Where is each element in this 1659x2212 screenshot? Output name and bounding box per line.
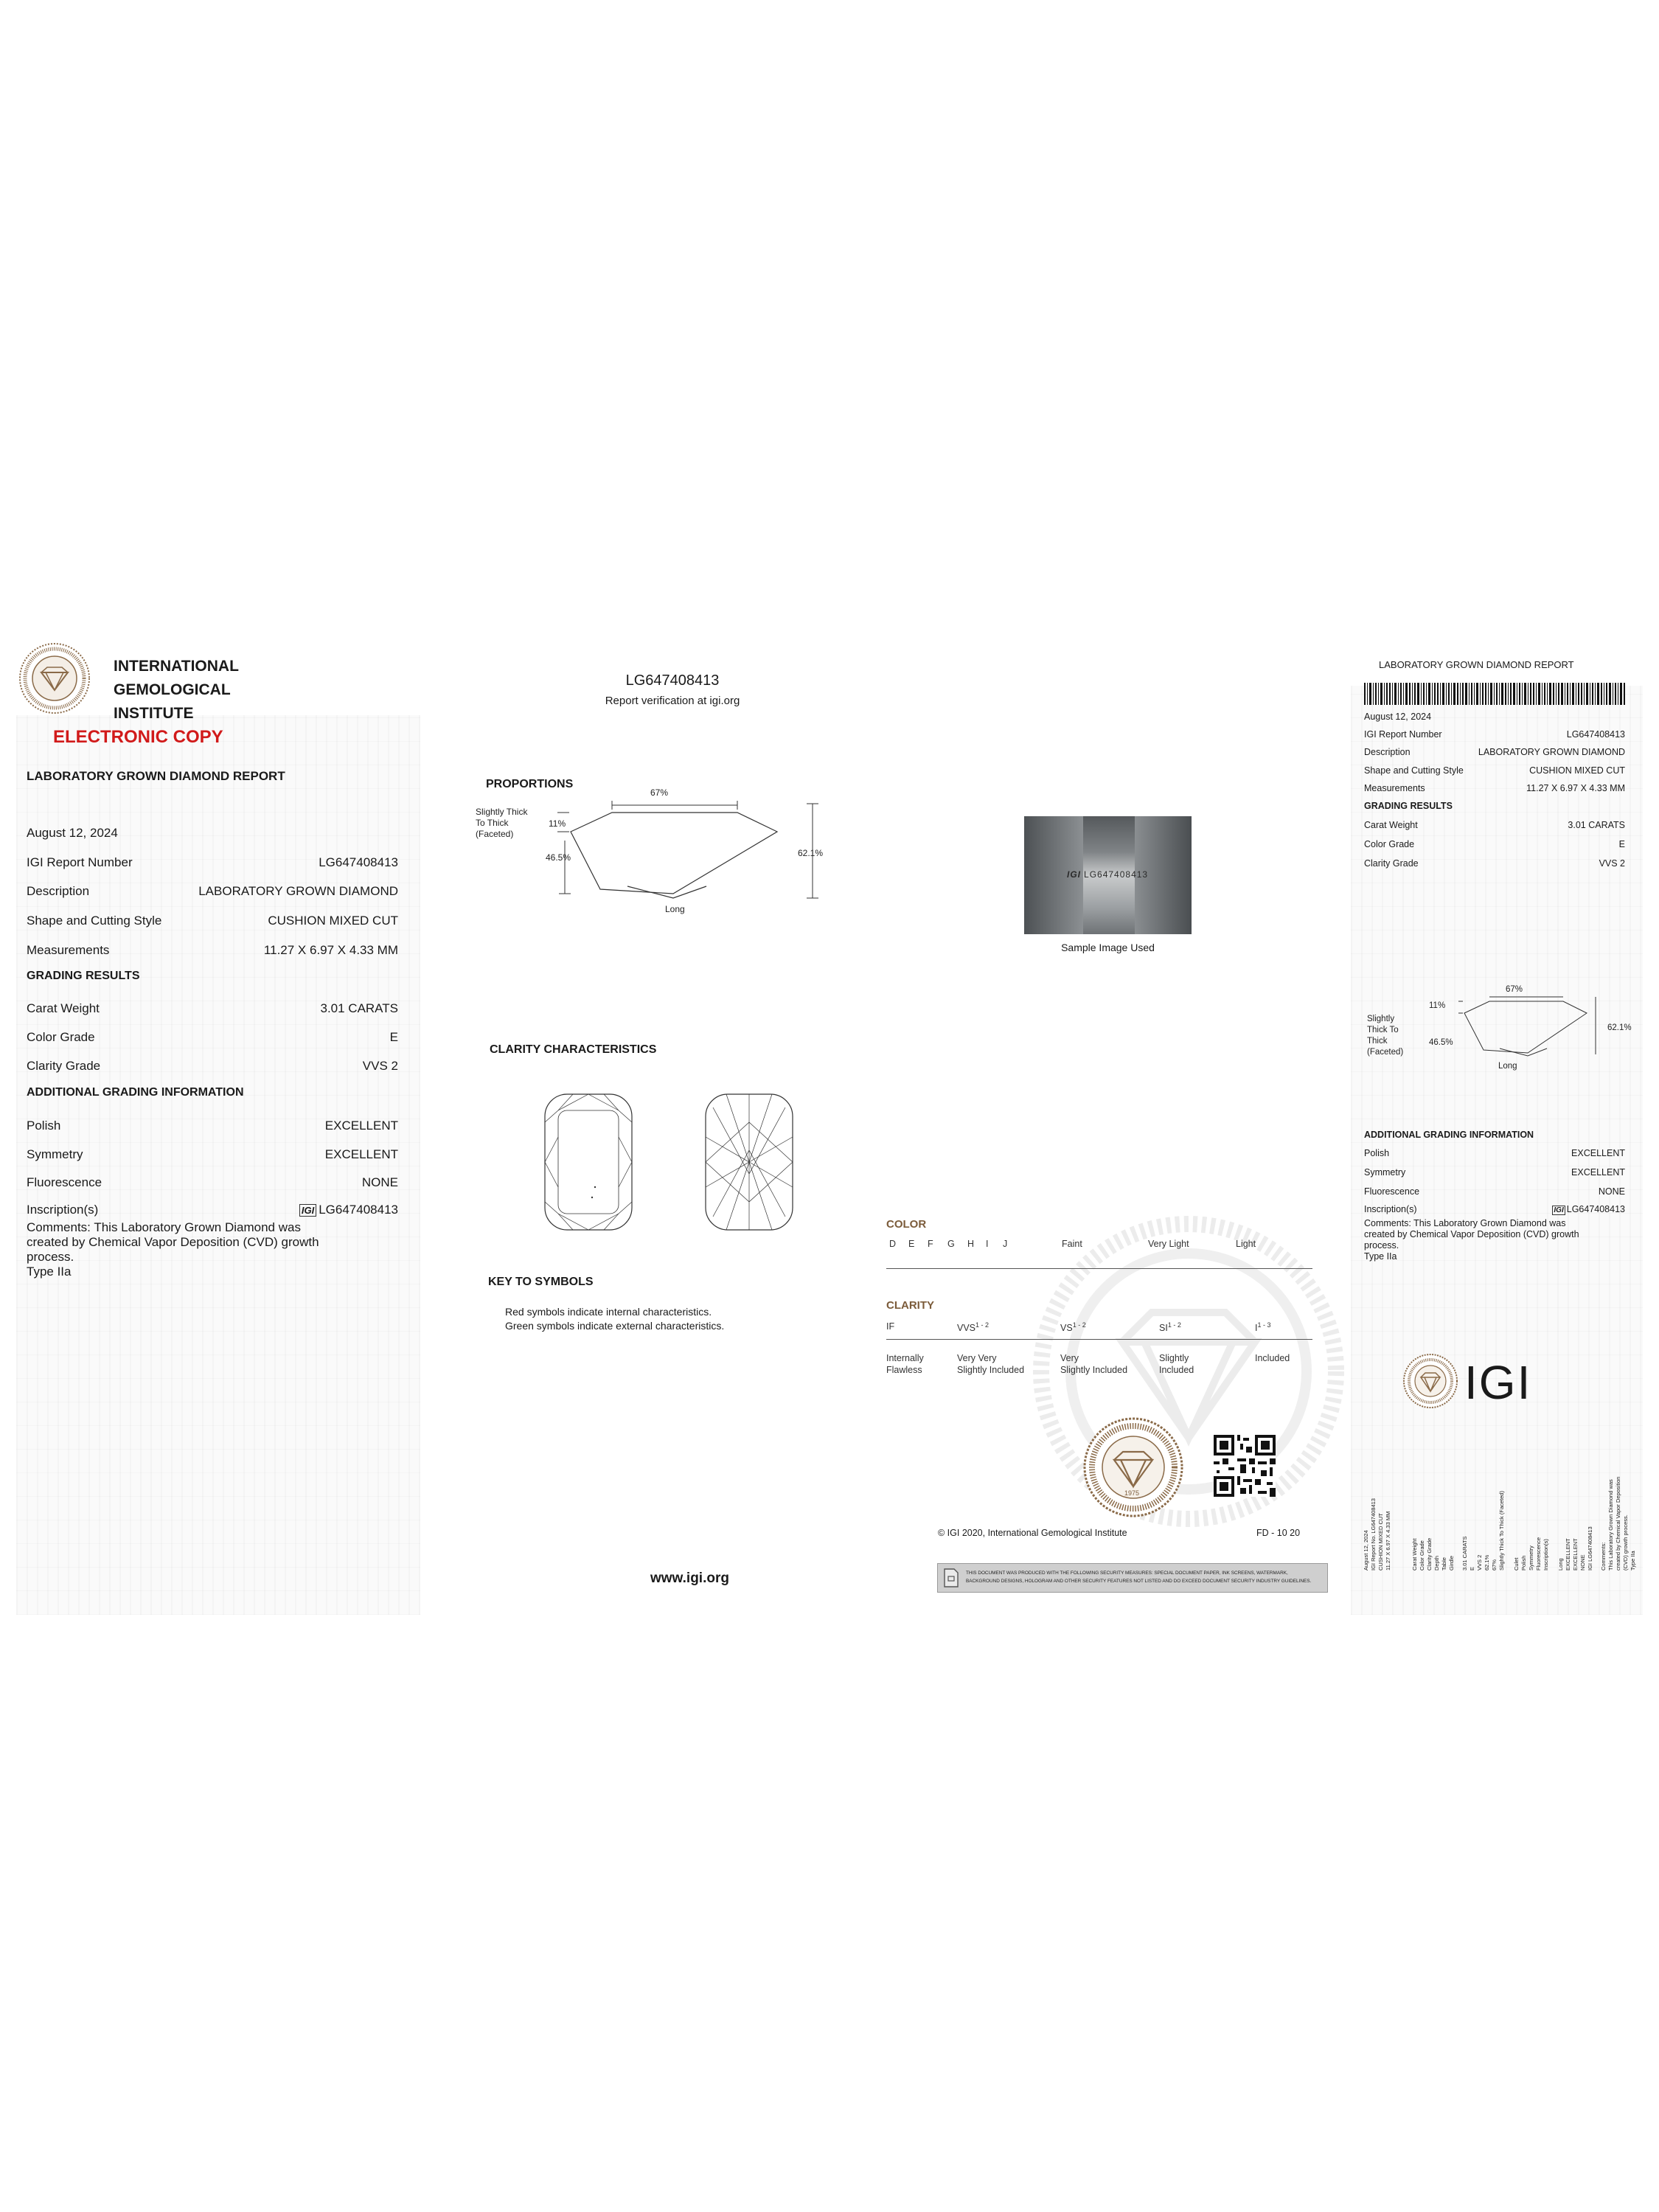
right-culet-label: Long <box>1498 1062 1517 1071</box>
igi-wordmark: IGI <box>1464 1356 1532 1409</box>
verification-link[interactable]: Report verification at igi.org <box>605 695 740 707</box>
electronic-copy-label: ELECTRONIC COPY <box>53 727 223 747</box>
qr-code[interactable] <box>1214 1435 1276 1497</box>
stub-col-4: Culet Polish Symmetry Fluorescence Inscription(s) <box>1513 1537 1549 1571</box>
org-name-line-1: INTERNATIONAL <box>114 658 239 675</box>
right-proportions-diagram <box>1419 997 1603 1056</box>
org-name-line-3: INSTITUTE <box>114 705 194 722</box>
stub-col-2: Carat Weight Color Grade Clarity Grade Depth Table Girdle <box>1411 1537 1455 1571</box>
sample-image-caption: Sample Image Used <box>1061 942 1155 953</box>
pavilion-percent: 46.5% <box>546 852 571 863</box>
security-note: THIS DOCUMENT WAS PRODUCED WITH THE FOLLOWING SECURITY MEASURES: SPECIAL DOCUMENT PAPER, INK SCREENS, WATERMARK, BACKGROUND DESIGNS, HOLOGRAM AND OTHER SECURITY FEATURES NOT LISTED AND DO EXCEED DOCUMENT SECURITY INDUSTRY GUIDELINES. <box>937 1563 1328 1593</box>
right-report-header: LABORATORY GROWN DIAMOND REPORT <box>1379 659 1574 670</box>
org-name-line-2: GEMOLOGICAL <box>114 681 231 698</box>
clarity-plot-crown-view <box>543 1093 633 1231</box>
left-details: August 12, 2024 IGI Report Number LG647408413 Description LABORATORY GROWN DIAMOND Shape and Cutting Style CUSHION MIXED CUT Measurements 11.27 X 6.97 X 4.33 MM GRADING RESULTS Carat Weight 3.01 CARATS Color Grade E Clarity Grade VVS 2 ADDITIONAL GRADING INFORMATION Polish EXCELLENT Symmetry EXCELLENT Fluorescence NONE Inscription(s) IGI LG647408413 Comments: This Laboratory Grown Diamond was created by Chemical Vapor Deposition (CVD) growth process. Type IIa <box>27 826 398 1279</box>
seal-year: 1975 <box>1124 1489 1140 1497</box>
right-igi-seal <box>1402 1353 1458 1409</box>
girdle-description: Slightly Thick To Thick (Faceted) <box>476 807 528 839</box>
right-crown-percent: 11% <box>1429 1001 1446 1010</box>
culet-label: Long <box>665 904 685 914</box>
clarity-scale-heading: CLARITY <box>886 1299 934 1312</box>
additional-info-heading: ADDITIONAL GRADING INFORMATION <box>27 1086 244 1099</box>
key-to-symbols-heading: KEY TO SYMBOLS <box>488 1276 594 1288</box>
right-depth-percent: 62.1% <box>1607 1023 1632 1032</box>
igi-gold-seal <box>1082 1416 1185 1519</box>
crown-percent: 11% <box>549 818 566 829</box>
right-grading-heading: GRADING RESULTS <box>1364 801 1453 811</box>
key-to-symbols-text: Red symbols indicate internal characteristics. Green symbols indicate external characteristics. <box>505 1306 725 1332</box>
inscription-logo: IGI <box>299 1204 316 1217</box>
right-pavilion-percent: 46.5% <box>1429 1038 1453 1047</box>
clarity-scale: IF VVS$^{1 - 2}$ VS$^{1 - 2}$ SI$^{1 - 2}$ $I^{1 - 3}$ Internally Flawless Very Very Slightly Included Very Slightly Included Slightly Included Included <box>886 1321 1312 1392</box>
right-inscription-logo: IGI <box>1554 1206 1564 1214</box>
right-table-percent: 67% <box>1506 985 1523 994</box>
right-details: August 12, 2024 IGI Report Number LG647408413 Description LABORATORY GROWN DIAMOND Shape and Cutting Style CUSHION MIXED CUT Measurements 11.27 X 6.97 X 4.33 MM GRADING RESULTS Carat Weight 3.01 CARATS Color Grade E Clarity Grade VVS 2 <box>1364 712 1625 869</box>
org-name <box>114 655 239 726</box>
stub-col-6: Comments: This Laboratory Grown Diamond was created by Chemical Vapor Deposition (CVD) growth process. Type IIa <box>1600 1476 1636 1571</box>
color-scale-heading: COLOR <box>886 1218 927 1231</box>
sample-logo: IGI <box>1067 869 1082 880</box>
right-additional: ADDITIONAL GRADING INFORMATION Polish EXCELLENT Symmetry EXCELLENT Fluorescence NONE Inscription(s) IGI LG647408413 Comments: This Laboratory Grown Diamond was created by Chemical Vapor Deposition (CVD) growth process. Type IIa <box>1364 1130 1625 1262</box>
sample-inscription: LG647408413 <box>1084 869 1149 880</box>
report-title: LABORATORY GROWN DIAMOND REPORT <box>27 769 285 783</box>
certificate <box>16 641 1643 1615</box>
report-number-header: LG647408413 <box>625 672 720 689</box>
color-scale: D E F G H I J Faint Very Light Light <box>886 1239 1312 1269</box>
right-comments: Comments: This Laboratory Grown Diamond was created by Chemical Vapor Deposition (CVD) growth process. Type IIa <box>1364 1218 1579 1262</box>
stub-col-3: 3.01 CARATS E VVS 2 62.1% 67% Slightly Thick To Thick (Faceted) <box>1461 1491 1505 1571</box>
right-girdle-description: Slightly Thick To Thick (Faceted) <box>1367 1015 1404 1057</box>
report-stub <box>1342 1445 1640 1593</box>
grading-results-heading: GRADING RESULTS <box>27 970 140 982</box>
proportions-diagram <box>488 804 827 900</box>
proportions-heading: PROPORTIONS <box>486 778 574 790</box>
comments: Comments: This Laboratory Grown Diamond was created by Chemical Vapor Deposition (CVD) growth process. Type IIa <box>27 1220 319 1279</box>
table-percent: 67% <box>650 787 669 798</box>
right-report-date: August 12, 2024 <box>1364 712 1432 722</box>
depth-percent: 62.1% <box>798 848 824 858</box>
report-date: August 12, 2024 <box>27 826 118 840</box>
clarity-plot-pavilion-view <box>704 1093 794 1231</box>
barcode <box>1364 683 1625 705</box>
right-additional-heading: ADDITIONAL GRADING INFORMATION <box>1364 1130 1534 1140</box>
copyright: © IGI 2020, International Gemological Institute <box>938 1528 1127 1538</box>
document-icon <box>942 1568 960 1587</box>
form-code: FD - 10 20 <box>1256 1528 1301 1538</box>
clarity-characteristics-heading: CLARITY CHARACTERISTICS <box>490 1043 657 1056</box>
stub-col-5: Long EXCELLENT EXCELLENT NONE IGI LG647408413 <box>1557 1526 1593 1571</box>
stub-col-1: August 12, 2024 IGI Report No. LG647408413 CUSHION MIXED CUT 11.27 X 6.97 X 4.33 MM <box>1363 1498 1391 1571</box>
sample-image <box>1024 816 1192 934</box>
website-link[interactable]: www.igi.org <box>650 1571 729 1586</box>
igi-seal-logo <box>18 641 91 715</box>
